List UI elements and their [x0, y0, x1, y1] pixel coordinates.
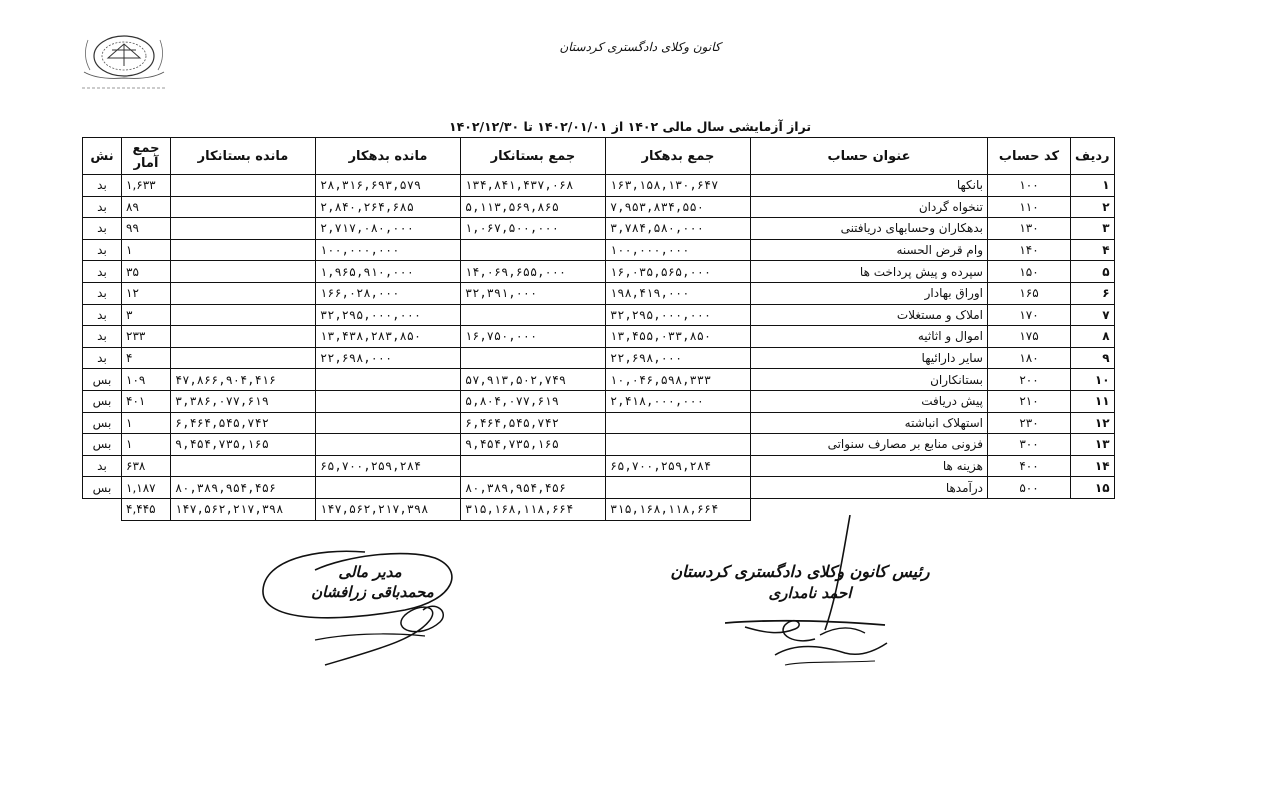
table-row	[83, 412, 1115, 434]
cell-count: ۶۳۸	[122, 455, 171, 477]
cell-total-debit: ۱۶۳,۱۵۸,۱۳۰,۶۴۷	[606, 175, 751, 197]
cell-balance-credit	[171, 282, 316, 304]
cell-balance-debit: ۳۲,۲۹۵,۰۰۰,۰۰۰	[316, 304, 461, 326]
cell-balance-credit	[171, 218, 316, 240]
cell-account-title: بانکها	[751, 175, 988, 197]
cell-count: ۱۰۹	[122, 369, 171, 391]
table-row	[83, 304, 1115, 326]
table-header-row	[83, 138, 1115, 175]
trial-balance-table	[82, 137, 1115, 521]
president-signature	[725, 515, 905, 675]
cell-account-title: پیش دریافت	[751, 390, 988, 412]
table-row	[83, 369, 1115, 391]
cell-total-debit: ۳۲,۲۹۵,۰۰۰,۰۰۰	[606, 304, 751, 326]
cell-account-code: ۱۷۰	[988, 304, 1071, 326]
cell-balance-credit	[171, 347, 316, 369]
cell-nature: بد	[83, 326, 122, 348]
cell-total-debit: ۱۳,۴۵۵,۰۳۳,۸۵۰	[606, 326, 751, 348]
cell-total-debit: ۱۰۰,۰۰۰,۰۰۰	[606, 239, 751, 261]
document-title: تراز آزمایشی سال مالی ۱۴۰۲ از ۱۴۰۲/۰۱/۰۱ تا ۱۴۰۲/۱۲/۳۰	[448, 119, 812, 134]
cell-balance-debit: ۶۵,۷۰۰,۲۵۹,۲۸۴	[316, 455, 461, 477]
cell-count: ۳	[122, 304, 171, 326]
cell-row-number: ۵	[1071, 261, 1115, 283]
cell-row-number: ۶	[1071, 282, 1115, 304]
cell-total-debit	[606, 434, 751, 456]
table-body	[83, 175, 1115, 499]
cell-account-title: وام قرض الحسنه	[751, 239, 988, 261]
cell-count: ۴	[122, 347, 171, 369]
cell-nature: بس	[83, 434, 122, 456]
cell-row-number: ۱۰	[1071, 369, 1115, 391]
cell-account-code: ۳۰۰	[988, 434, 1071, 456]
cell-total-debit	[606, 412, 751, 434]
cell-account-title: املاک و مستغلات	[751, 304, 988, 326]
totals-count: ۴,۴۴۵	[122, 498, 171, 520]
cell-balance-credit	[171, 304, 316, 326]
cell-balance-debit: ۲,۸۴۰,۲۶۴,۶۸۵	[316, 196, 461, 218]
president-name: احمد نامداری	[768, 584, 852, 602]
cell-account-title: بدهکاران وحسابهای دریافتنی	[751, 218, 988, 240]
cell-total-credit: ۵,۱۱۳,۵۶۹,۸۶۵	[461, 196, 606, 218]
header-total-credit: جمع بستانکار	[461, 138, 606, 175]
cell-count: ۱,۱۸۷	[122, 477, 171, 499]
cell-nature: بد	[83, 347, 122, 369]
cell-balance-credit	[171, 196, 316, 218]
table-row	[83, 347, 1115, 369]
header-nature: نش	[83, 138, 122, 175]
cell-total-credit: ۳۲,۳۹۱,۰۰۰	[461, 282, 606, 304]
organization-header: کانون وکلای دادگستری کردستان	[559, 40, 721, 54]
cell-total-credit: ۵۷,۹۱۳,۵۰۲,۷۴۹	[461, 369, 606, 391]
cell-nature: بد	[83, 304, 122, 326]
cell-account-code: ۱۷۵	[988, 326, 1071, 348]
cell-row-number: ۱۵	[1071, 477, 1115, 499]
cell-total-debit: ۲,۴۱۸,۰۰۰,۰۰۰	[606, 390, 751, 412]
cell-total-credit: ۱۳۴,۸۴۱,۴۳۷,۰۶۸	[461, 175, 606, 197]
cell-account-code: ۵۰۰	[988, 477, 1071, 499]
table-row	[83, 282, 1115, 304]
cell-balance-debit	[316, 412, 461, 434]
cell-total-debit: ۷,۹۵۳,۸۳۴,۵۵۰	[606, 196, 751, 218]
cell-account-code: ۲۳۰	[988, 412, 1071, 434]
cell-balance-credit	[171, 455, 316, 477]
totals-blank-cell	[83, 498, 122, 520]
cell-balance-credit	[171, 261, 316, 283]
table-row	[83, 326, 1115, 348]
header-account-code: کد حساب	[988, 138, 1071, 175]
cell-count: ۹۹	[122, 218, 171, 240]
cell-balance-debit: ۱۰۰,۰۰۰,۰۰۰	[316, 239, 461, 261]
cell-account-code: ۱۵۰	[988, 261, 1071, 283]
table-row	[83, 477, 1115, 499]
cell-total-credit: ۶,۴۶۴,۵۴۵,۷۴۲	[461, 412, 606, 434]
cell-account-code: ۱۰۰	[988, 175, 1071, 197]
cell-balance-credit: ۳,۳۸۶,۰۷۷,۶۱۹	[171, 390, 316, 412]
table-row	[83, 196, 1115, 218]
table-row	[83, 390, 1115, 412]
cell-row-number: ۱۱	[1071, 390, 1115, 412]
totals-blank-cell	[1071, 498, 1115, 520]
president-role: رئیس کانون وکلای دادگستری کردستان	[670, 562, 930, 581]
totals-blank-cell	[988, 498, 1071, 520]
cell-balance-debit	[316, 434, 461, 456]
cell-total-debit	[606, 477, 751, 499]
table-row	[83, 175, 1115, 197]
cell-account-title: هزینه ها	[751, 455, 988, 477]
cell-row-number: ۲	[1071, 196, 1115, 218]
cell-row-number: ۱	[1071, 175, 1115, 197]
cell-total-credit: ۹,۴۵۴,۷۳۵,۱۶۵	[461, 434, 606, 456]
cell-row-number: ۱۴	[1071, 455, 1115, 477]
cell-row-number: ۷	[1071, 304, 1115, 326]
cell-row-number: ۱۲	[1071, 412, 1115, 434]
cell-balance-credit: ۶,۴۶۴,۵۴۵,۷۴۲	[171, 412, 316, 434]
cell-nature: بد	[83, 455, 122, 477]
table-row	[83, 455, 1115, 477]
cell-balance-credit	[171, 326, 316, 348]
header-count: جمع آمار	[122, 138, 171, 175]
cell-balance-debit: ۲,۷۱۷,۰۸۰,۰۰۰	[316, 218, 461, 240]
cell-total-debit: ۶۵,۷۰۰,۲۵۹,۲۸۴	[606, 455, 751, 477]
cell-nature: بد	[83, 282, 122, 304]
cell-account-title: درآمدها	[751, 477, 988, 499]
cell-nature: بس	[83, 369, 122, 391]
cell-account-title: سایر دارائیها	[751, 347, 988, 369]
cell-row-number: ۴	[1071, 239, 1115, 261]
cell-total-debit: ۲۲,۶۹۸,۰۰۰	[606, 347, 751, 369]
cell-row-number: ۹	[1071, 347, 1115, 369]
cell-nature: بد	[83, 175, 122, 197]
cell-balance-credit: ۴۷,۸۶۶,۹۰۴,۴۱۶	[171, 369, 316, 391]
cell-balance-debit	[316, 369, 461, 391]
finance-manager-signature	[255, 540, 485, 680]
cell-count: ۱۲	[122, 282, 171, 304]
cell-balance-debit: ۱۳,۴۳۸,۲۸۳,۸۵۰	[316, 326, 461, 348]
cell-total-credit: ۱۶,۷۵۰,۰۰۰	[461, 326, 606, 348]
cell-nature: بس	[83, 390, 122, 412]
header-balance-debit: مانده بدهکار	[316, 138, 461, 175]
cell-nature: بد	[83, 196, 122, 218]
cell-nature: بد	[83, 261, 122, 283]
cell-count: ۴۰۱	[122, 390, 171, 412]
cell-total-credit: ۵,۸۰۴,۰۷۷,۶۱۹	[461, 390, 606, 412]
finance-manager-role: مدیر مالی	[338, 563, 402, 581]
cell-nature: بس	[83, 477, 122, 499]
cell-account-code: ۱۶۵	[988, 282, 1071, 304]
table-row	[83, 261, 1115, 283]
totals-balance-debit: ۱۴۷,۵۶۲,۲۱۷,۳۹۸	[316, 498, 461, 520]
cell-account-title: اموال و اثاثیه	[751, 326, 988, 348]
cell-account-title: بستانکاران	[751, 369, 988, 391]
cell-balance-credit: ۹,۴۵۴,۷۳۵,۱۶۵	[171, 434, 316, 456]
bar-association-emblem-logo	[78, 28, 170, 96]
totals-total-credit: ۳۱۵,۱۶۸,۱۱۸,۶۶۴	[461, 498, 606, 520]
finance-manager-name: محمدباقی زرافشان	[311, 583, 434, 601]
cell-balance-debit: ۱,۹۶۵,۹۱۰,۰۰۰	[316, 261, 461, 283]
cell-balance-credit	[171, 175, 316, 197]
cell-row-number: ۸	[1071, 326, 1115, 348]
cell-account-code: ۱۸۰	[988, 347, 1071, 369]
cell-account-code: ۱۱۰	[988, 196, 1071, 218]
table-row	[83, 218, 1115, 240]
cell-row-number: ۱۳	[1071, 434, 1115, 456]
cell-account-code: ۲۱۰	[988, 390, 1071, 412]
totals-row	[83, 498, 1115, 520]
cell-balance-debit	[316, 390, 461, 412]
cell-account-code: ۱۴۰	[988, 239, 1071, 261]
cell-balance-debit: ۱۶۶,۰۲۸,۰۰۰	[316, 282, 461, 304]
cell-total-credit: ۱,۰۶۷,۵۰۰,۰۰۰	[461, 218, 606, 240]
cell-balance-credit	[171, 239, 316, 261]
cell-nature: بس	[83, 412, 122, 434]
cell-account-title: اوراق بهادار	[751, 282, 988, 304]
header-row-number: ردیف	[1071, 138, 1115, 175]
cell-count: ۱	[122, 239, 171, 261]
table-row	[83, 434, 1115, 456]
cell-count: ۱,۶۳۳	[122, 175, 171, 197]
table-row	[83, 239, 1115, 261]
cell-nature: بد	[83, 239, 122, 261]
cell-total-credit	[461, 239, 606, 261]
cell-total-credit	[461, 455, 606, 477]
cell-account-title: سپرده و پیش پرداخت ها	[751, 261, 988, 283]
header-balance-credit: مانده بستانکار	[171, 138, 316, 175]
cell-nature: بد	[83, 218, 122, 240]
cell-count: ۱	[122, 412, 171, 434]
header-account-title: عنوان حساب	[751, 138, 988, 175]
cell-total-debit: ۱۰,۰۴۶,۵۹۸,۳۳۳	[606, 369, 751, 391]
cell-account-code: ۴۰۰	[988, 455, 1071, 477]
totals-total-debit: ۳۱۵,۱۶۸,۱۱۸,۶۶۴	[606, 498, 751, 520]
cell-balance-credit: ۸۰,۳۸۹,۹۵۴,۴۵۶	[171, 477, 316, 499]
cell-total-debit: ۱۶,۰۳۵,۵۶۵,۰۰۰	[606, 261, 751, 283]
cell-account-code: ۱۳۰	[988, 218, 1071, 240]
cell-account-code: ۲۰۰	[988, 369, 1071, 391]
cell-account-title: فزونی منابع بر مصارف سنواتی	[751, 434, 988, 456]
cell-balance-debit: ۲۲,۶۹۸,۰۰۰	[316, 347, 461, 369]
cell-balance-debit	[316, 477, 461, 499]
cell-row-number: ۳	[1071, 218, 1115, 240]
cell-total-credit: ۸۰,۳۸۹,۹۵۴,۴۵۶	[461, 477, 606, 499]
header-total-debit: جمع بدهکار	[606, 138, 751, 175]
totals-balance-credit: ۱۴۷,۵۶۲,۲۱۷,۳۹۸	[171, 498, 316, 520]
cell-total-credit: ۱۴,۰۶۹,۶۵۵,۰۰۰	[461, 261, 606, 283]
cell-account-title: استهلاک انباشته	[751, 412, 988, 434]
cell-count: ۲۳۳	[122, 326, 171, 348]
cell-total-debit: ۱۹۸,۴۱۹,۰۰۰	[606, 282, 751, 304]
cell-total-credit	[461, 347, 606, 369]
cell-total-debit: ۳,۷۸۴,۵۸۰,۰۰۰	[606, 218, 751, 240]
cell-count: ۱	[122, 434, 171, 456]
cell-count: ۸۹	[122, 196, 171, 218]
cell-count: ۳۵	[122, 261, 171, 283]
cell-total-credit	[461, 304, 606, 326]
cell-balance-debit: ۲۸,۳۱۶,۶۹۳,۵۷۹	[316, 175, 461, 197]
cell-account-title: تنخواه گردان	[751, 196, 988, 218]
